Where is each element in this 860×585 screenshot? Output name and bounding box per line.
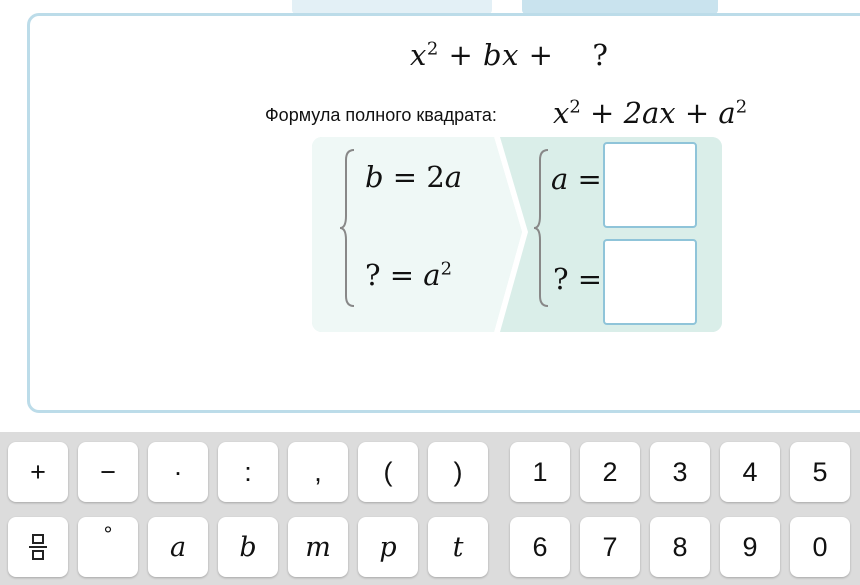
key-close-paren[interactable]: ) [428,442,488,502]
key-0[interactable]: 0 [790,517,850,577]
key-colon[interactable]: : [218,442,278,502]
key-open-paren[interactable]: ( [358,442,418,502]
key-4[interactable]: 4 [720,442,780,502]
key-p[interactable]: p [358,517,418,577]
key-7[interactable]: 7 [580,517,640,577]
system-right-line1: a = [551,162,602,196]
key-fraction[interactable] [8,517,68,577]
right-brace-icon [532,148,552,308]
key-plus[interactable]: + [8,442,68,502]
key-6[interactable]: 6 [510,517,570,577]
system-left-line1: b = 2a [365,160,463,194]
key-comma[interactable]: , [288,442,348,502]
key-minus[interactable]: − [78,442,138,502]
tab-solve-together[interactable] [522,0,718,14]
key-a[interactable]: a [148,517,208,577]
math-keyboard [0,432,860,585]
key-degree[interactable]: ° [78,517,138,577]
formula-label: Формула полного квадрата: [265,105,497,125]
problem-expression: $x^2$ + bx + ? [410,38,609,72]
system-left-line2: ? = $a^2$ [365,258,453,292]
key-5[interactable]: 5 [790,442,850,502]
tab-answer-now[interactable] [292,0,492,14]
key-9[interactable]: 9 [720,517,780,577]
q-answer-field[interactable] [603,239,697,325]
key-b[interactable]: b [218,517,278,577]
key-t[interactable]: t [428,517,488,577]
key-3[interactable]: 3 [650,442,710,502]
a-answer-field[interactable] [603,142,697,228]
key-dot[interactable]: · [148,442,208,502]
key-1[interactable]: 1 [510,442,570,502]
formula-expression: $x^2 + 2ax + a^2$ [553,96,748,130]
key-2[interactable]: 2 [580,442,640,502]
left-brace-icon [338,148,358,308]
system-right-line2: ? = [553,262,603,296]
key-8[interactable]: 8 [650,517,710,577]
fraction-icon [29,534,47,560]
key-m[interactable]: m [288,517,348,577]
